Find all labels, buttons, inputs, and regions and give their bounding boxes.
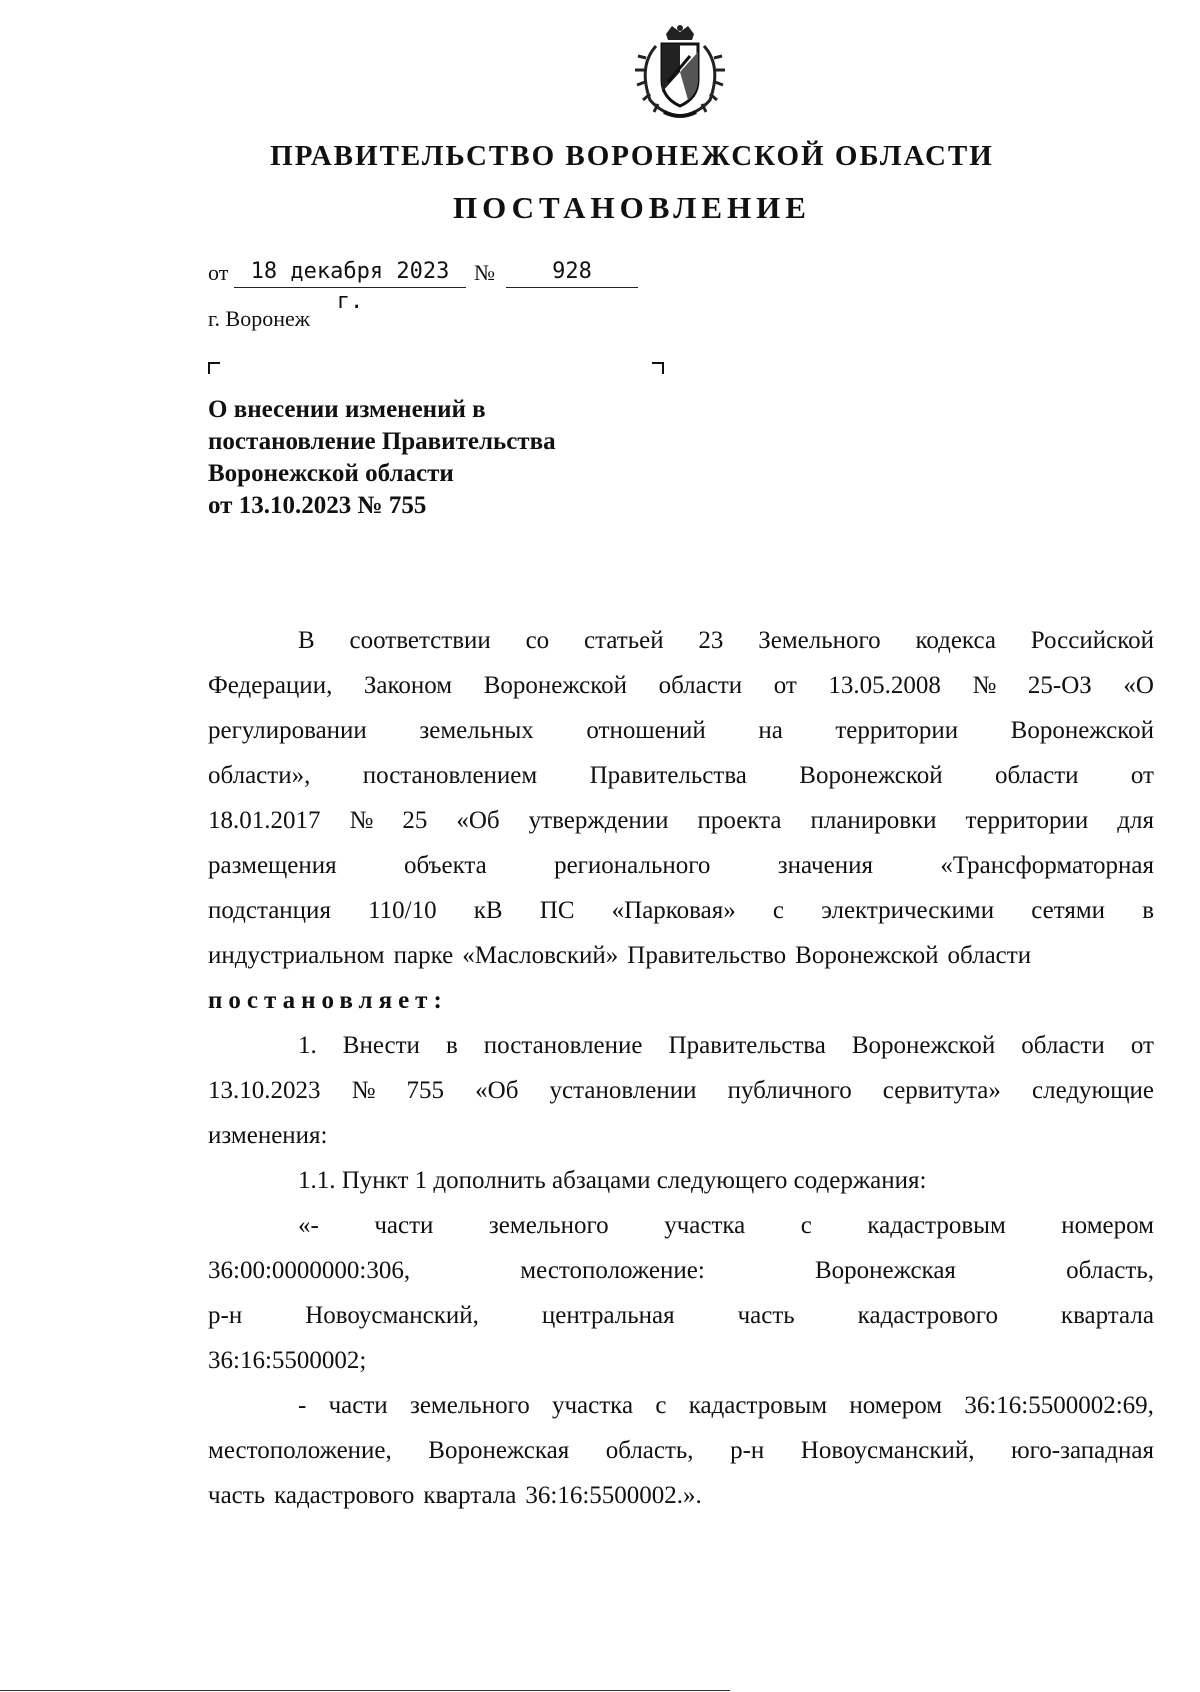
word: кадастровым	[688, 1392, 828, 1419]
word: с	[772, 897, 785, 924]
word: с	[655, 1392, 667, 1419]
word: объекта	[403, 852, 487, 879]
text-line	[208, 1293, 1154, 1338]
text-line	[208, 1473, 1154, 1518]
text-line	[208, 1383, 1154, 1428]
word: части	[374, 1212, 434, 1239]
word: Новоусманский,	[305, 1302, 479, 1329]
document-number: 928	[506, 257, 638, 288]
word: земельного	[488, 1212, 609, 1239]
word: соответствии	[349, 627, 491, 654]
word: юго-западная	[1011, 1437, 1154, 1464]
number-label: №	[474, 260, 495, 285]
word: области	[1021, 1032, 1105, 1059]
document-subject	[208, 394, 688, 522]
word: кадастрового	[274, 1482, 415, 1509]
word: 110/10	[368, 897, 437, 924]
word: регулировании	[208, 717, 367, 744]
date-from-label: от	[208, 260, 229, 285]
word: области	[994, 762, 1079, 789]
word: Новоусманский,	[800, 1437, 975, 1464]
word: кадастровым	[867, 1212, 1006, 1239]
word: Воронежской	[483, 672, 628, 699]
word: номером	[849, 1392, 943, 1419]
word: участка	[664, 1212, 746, 1239]
word: кодекса	[915, 627, 996, 654]
text-line	[208, 618, 1154, 663]
word: отношений	[586, 717, 706, 744]
word: «Об	[475, 1077, 519, 1104]
word: «-	[298, 1212, 319, 1239]
word: часть	[208, 1482, 266, 1509]
government-title: ПРАВИТЕЛЬСТВО ВОРОНЕЖСКОЙ ОБЛАСТИ	[270, 140, 994, 172]
word: кВ	[473, 897, 503, 924]
word: 755	[406, 1077, 445, 1104]
word: р-н	[730, 1437, 765, 1464]
word: сервитута»	[882, 1077, 1001, 1104]
word: территории	[965, 807, 1089, 834]
word: местоположение,	[208, 1437, 392, 1464]
decree-line	[208, 978, 1154, 1023]
word: области»,	[208, 762, 311, 789]
word: Земельного	[758, 627, 881, 654]
text-line	[208, 933, 1154, 978]
word: Внести	[342, 1032, 420, 1059]
subject-line: постановление Правительства	[208, 428, 556, 455]
word: от	[1130, 762, 1154, 789]
word: от	[1130, 1032, 1154, 1059]
word: Правительство	[627, 942, 787, 969]
word: области	[658, 672, 743, 699]
word: «Об	[456, 807, 500, 834]
word: части	[328, 1392, 388, 1419]
word: кадастрового	[857, 1302, 998, 1329]
word: Воронежской	[851, 1032, 996, 1059]
preamble-paragraph	[208, 618, 1154, 978]
word: статьей	[584, 627, 664, 654]
word: 36:00:0000000:306,	[208, 1257, 411, 1284]
word: Воронежская	[814, 1257, 956, 1284]
word: «Масловский»	[462, 942, 619, 969]
word: проекта	[697, 807, 782, 834]
word: «О	[1123, 672, 1154, 699]
text-line	[208, 753, 1154, 798]
word: область,	[605, 1437, 694, 1464]
word: значения	[777, 852, 873, 879]
subject-line: О внесении изменений в	[208, 396, 486, 423]
subject-corner-left	[208, 362, 220, 374]
word: в	[445, 1032, 458, 1059]
word: номером	[1061, 1212, 1154, 1239]
text-line	[208, 1113, 1154, 1158]
word: область,	[1066, 1257, 1154, 1284]
decree-colon: :	[433, 987, 442, 1014]
text-line	[208, 1023, 1154, 1068]
word: электрическими	[821, 897, 995, 924]
word: размещения	[208, 852, 337, 879]
subject-line: Воронежской области	[208, 460, 454, 487]
item-1-1-text: 1.1. Пункт 1 дополнить абзацами следующего содержания:	[298, 1167, 927, 1194]
word: земельного	[409, 1392, 530, 1419]
word: часть	[737, 1302, 795, 1329]
word: «Парковая»	[611, 897, 736, 924]
text-line	[208, 843, 1154, 888]
item-1-paragraph	[208, 1023, 1154, 1158]
word: Федерации,	[208, 672, 333, 699]
text-line	[208, 1248, 1154, 1293]
word: участка	[551, 1392, 634, 1419]
word: №	[349, 807, 374, 834]
word: области	[947, 942, 1032, 969]
word: 13.10.2023	[208, 1077, 321, 1104]
word: сетями	[1031, 897, 1106, 924]
word: 25-ОЗ	[1027, 672, 1092, 699]
word: Воронежской	[795, 942, 939, 969]
word: -	[298, 1392, 307, 1419]
word: ПС	[539, 897, 575, 924]
text-line	[208, 663, 1154, 708]
word: Воронежской	[799, 762, 943, 789]
word: В	[298, 627, 315, 654]
decree-word: постановляет	[208, 987, 434, 1014]
text-line	[208, 888, 1154, 933]
word: для	[1117, 807, 1154, 834]
word: Воронежская	[428, 1437, 570, 1464]
word: 36:16:5500002:69,	[964, 1392, 1154, 1419]
document-body	[208, 618, 1154, 1518]
word: 25	[402, 807, 428, 834]
word: изменения:	[208, 1122, 328, 1149]
page-bottom-rule	[0, 1690, 730, 1691]
document-type-title: ПОСТАНОВЛЕНИЕ	[453, 190, 811, 225]
word: со	[525, 627, 550, 654]
text-line	[208, 798, 1154, 843]
word: с	[800, 1212, 812, 1239]
document-date: 18 декабря 2023 г.	[234, 257, 466, 288]
word: квартала	[423, 1482, 517, 1509]
issue-city: г. Воронеж	[208, 306, 310, 331]
word: земельных	[419, 717, 534, 744]
word: на	[758, 717, 783, 744]
word: следующие	[1032, 1077, 1154, 1104]
word: центральная	[541, 1302, 675, 1329]
inserted-paragraph-2	[208, 1383, 1154, 1518]
text-line	[208, 708, 1154, 753]
word: планировки	[810, 807, 937, 834]
inserted-paragraph-1	[208, 1203, 1154, 1383]
word: утверждении	[528, 807, 669, 834]
word: Российской	[1030, 627, 1154, 654]
text-line	[208, 1338, 1154, 1383]
word: 13.05.2008	[828, 672, 941, 699]
text-line	[208, 1203, 1154, 1248]
word: 23	[698, 627, 724, 654]
word: индустриальном	[208, 942, 385, 969]
word: №	[351, 1077, 376, 1104]
word: Правительства	[668, 1032, 826, 1059]
subject-corner-right	[652, 362, 664, 374]
word: постановление	[483, 1032, 643, 1059]
item-1-1-line	[208, 1158, 1154, 1203]
word: Правительства	[589, 762, 747, 789]
word: подстанция	[208, 897, 331, 924]
registration-line	[208, 252, 708, 314]
subject-line: от 13.10.2023 № 755	[208, 492, 427, 519]
word: 36:16:5500002.».	[525, 1482, 702, 1509]
word: р-н	[208, 1302, 243, 1329]
text-line	[208, 1428, 1154, 1473]
word: публичного	[727, 1077, 852, 1104]
word: в	[1142, 897, 1154, 924]
word: «Трансформаторная	[940, 852, 1154, 879]
word: от	[773, 672, 797, 699]
word: территории	[835, 717, 959, 744]
word: №	[972, 672, 997, 699]
word: местоположение:	[520, 1257, 705, 1284]
word: парке	[393, 942, 454, 969]
word: установлении	[549, 1077, 697, 1104]
word: квартала	[1060, 1302, 1154, 1329]
word: Законом	[363, 672, 453, 699]
word: 36:16:5500002;	[208, 1347, 367, 1374]
word: 1.	[298, 1032, 317, 1059]
coat-of-arms-emblem	[628, 22, 732, 122]
text-line	[208, 1068, 1154, 1113]
word: Воронежской	[1010, 717, 1154, 744]
word: постановлением	[362, 762, 538, 789]
word: регионального	[554, 852, 711, 879]
word: 18.01.2017	[208, 807, 321, 834]
